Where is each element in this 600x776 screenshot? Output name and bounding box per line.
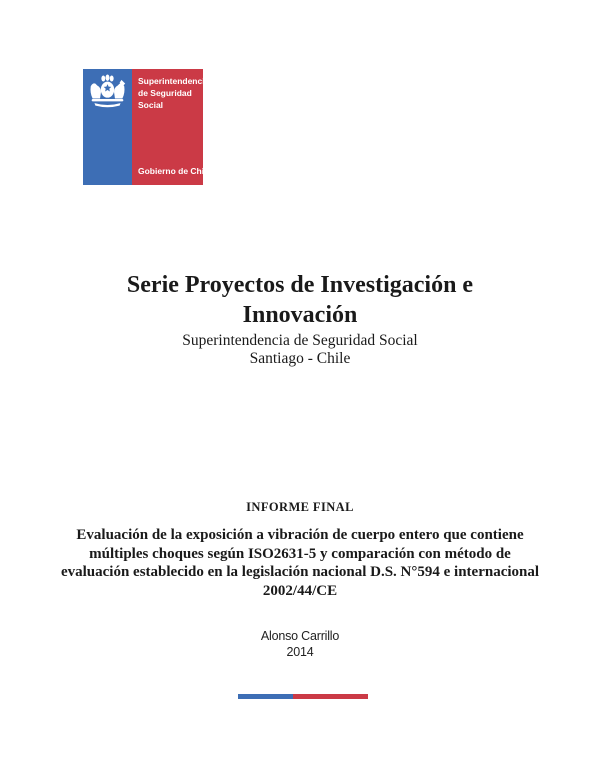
logo-org-line: Superintendencia (138, 76, 210, 86)
footer-bar-blue-segment (238, 694, 293, 699)
report-title-line: 2002/44/CE (262, 582, 338, 599)
report-block (0, 500, 600, 600)
report-heading: INFORME FINAL (246, 500, 354, 514)
footer-brand-bar (238, 694, 368, 699)
subtitle-location: Santiago - Chile (249, 350, 351, 367)
series-title-line: Innovación (242, 302, 358, 328)
author-name: Alonso Carrillo (260, 629, 340, 643)
series-title-line: Serie Proyectos de Investigación e (126, 272, 474, 298)
series-subtitle (0, 332, 600, 368)
logo-org-name (138, 75, 210, 111)
chile-coat-of-arms-icon (87, 74, 128, 110)
author-block (0, 629, 600, 660)
subtitle-org: Superintendencia de Seguridad Social (182, 332, 418, 349)
logo-government-label: Gobierno de Chile (138, 166, 212, 176)
report-title (0, 526, 600, 600)
report-title-line: evaluación establecido en la legislación nacional D.S. N°594 e internacional (60, 564, 540, 580)
report-title-line: múltiples choques según ISO2631-5 y comparación con método de (89, 545, 511, 562)
report-title-line: Evaluación de la exposición a vibración de cuerpo entero que contiene (76, 527, 524, 543)
logo-org-line: de Seguridad (138, 88, 192, 98)
publication-year: 2014 (286, 644, 314, 659)
footer-bar-red-segment (293, 694, 368, 699)
series-title (0, 270, 600, 330)
title-block (0, 270, 600, 368)
logo-red-panel (132, 69, 212, 185)
logo-org-line: Social (138, 100, 164, 110)
logo-blue-panel (83, 69, 132, 185)
sss-logo (83, 69, 212, 185)
